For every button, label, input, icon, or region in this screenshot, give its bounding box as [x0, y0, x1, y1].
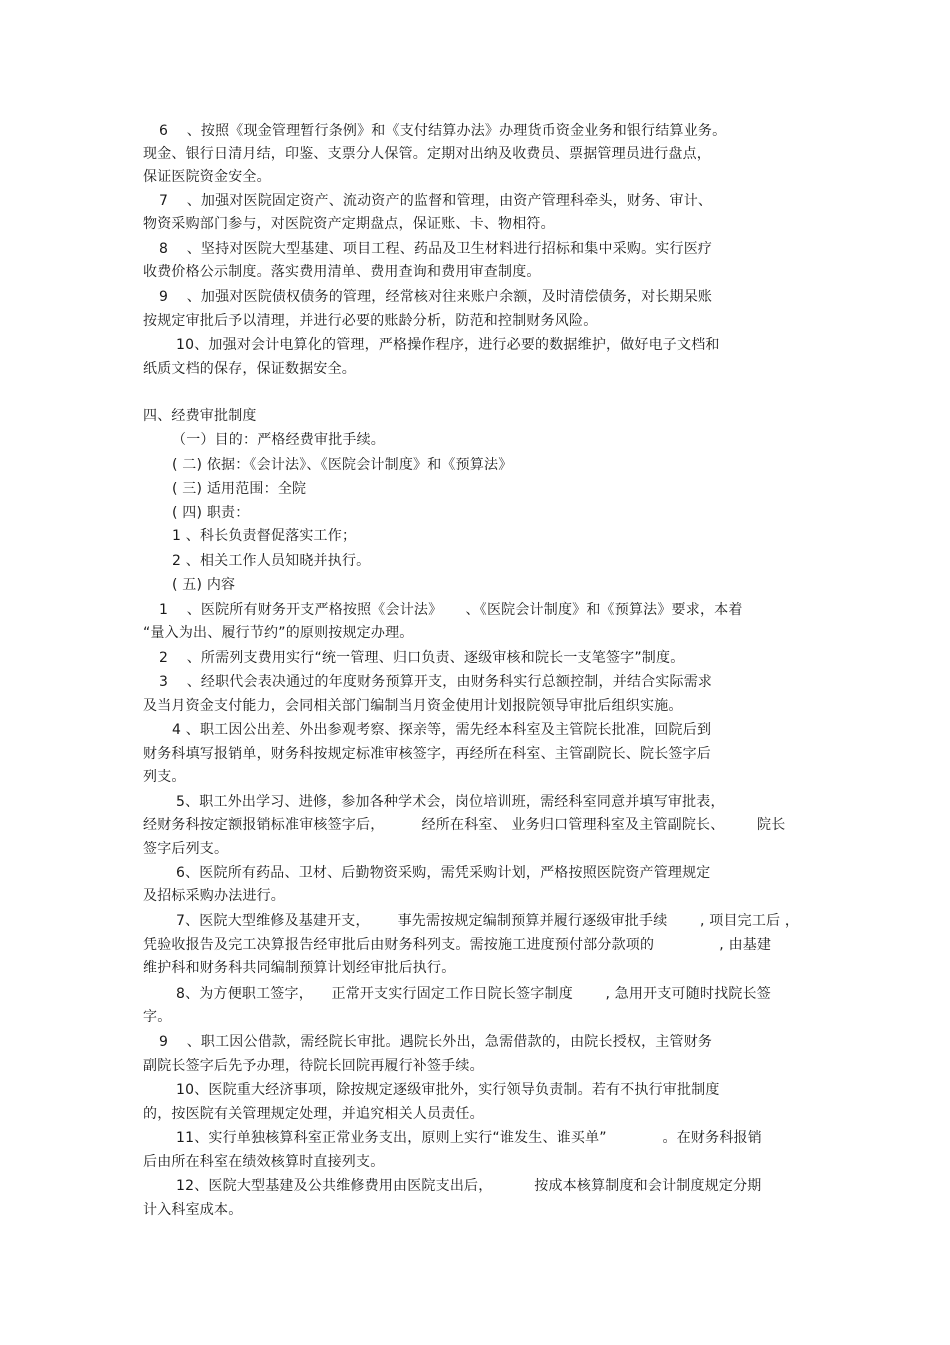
text-line: 2 、所需列支费用实行“统一管理、归口负责、逐级审核和院长一支笔签字”制度。 [159, 650, 685, 666]
text-line: 计入科室成本。 [143, 1202, 243, 1218]
text-line: 12、医院大型基建及公共维修费用由医院支出后， 按成本核算制度和会计制度规定分期 [176, 1178, 762, 1194]
text-line: 凭验收报告及完工决算报告经审批后由财务科列支。需按施工进度预付部分款项的 , 由基建 [143, 937, 772, 953]
text-line: 9 、加强对医院债权债务的管理，经常核对往来账户余额，及时清偿债务，对长期呆账 [159, 289, 713, 305]
text-line: 财务科填写报销单，财务科按规定标准审核签字，再经所在科室、主管副院长、院长签字后 [143, 746, 711, 762]
text-line: 维护科和财务科共同编制预算计划经审批后执行。 [143, 960, 456, 976]
text-line: “量入为出、履行节约”的原则按规定办理。 [143, 625, 414, 641]
text-line: 1 、科长负责督促落实工作； [172, 528, 357, 544]
text-line: 8 、坚持对医院大型基建、项目工程、药品及卫生材料进行招标和集中采购。实行医疗 [159, 241, 713, 257]
text-line: 5、职工外出学习、进修，参加各种学术会，岗位培训班，需经科室同意并填写审批表， [176, 794, 725, 810]
text-line: ( 五) 内容 [172, 577, 236, 593]
text-line: 1 、医院所有财务开支严格按照《会计法》 、《医院会计制度》和《预算法》要求，本着 [159, 602, 743, 618]
text-line: 4 、职工因公出差、外出参观考察、探亲等，需先经本科室及主管院长批准，回院后到 [172, 722, 712, 738]
text-line: 字。 [143, 1009, 172, 1025]
text-line: 现金、银行日清月结，印鉴、支票分人保管。定期对出纳及收费员、票据管理员进行盘点， [143, 146, 711, 162]
text-line: 保证医院资金安全。 [143, 169, 271, 185]
text-line: ( 二) 依据：《会计法》、《医院会计制度》和《预算法》 [172, 457, 513, 473]
text-line: 列支。 [143, 769, 186, 785]
text-line: 收费价格公示制度。落实费用清单、费用查询和费用审查制度。 [143, 264, 541, 280]
text-line: 11、实行单独核算科室正常业务支出，原则上实行“谁发生、谁买单” 。在财务科报销 [176, 1130, 762, 1146]
text-line: （一）目的：严格经费审批手续。 [172, 432, 385, 448]
text-line: 10、加强对会计电算化的管理，严格操作程序，进行必要的数据维护，做好电子文档和 [176, 337, 720, 353]
section-heading: 四、经费审批制度 [143, 408, 257, 424]
text-line: ( 三) 适用范围：全院 [172, 481, 307, 497]
text-line: 后由所在科室在绩效核算时直接列支。 [143, 1154, 385, 1170]
text-line: 6、医院所有药品、卫材、后勤物资采购，需凭采购计划，严格按照医院资产管理规定 [176, 865, 711, 881]
text-line: 签字后列支。 [143, 841, 229, 857]
text-line: 经财务科按定额报销标准审核签字后， 经所在科室、 业务归口管理科室及主管副院长、 院长 [143, 817, 786, 833]
text-line: 7、医院大型维修及基建开支， 事先需按规定编制预算并履行逐级审批手续 , 项目完工后 ， [176, 913, 800, 929]
text-line: 按规定审批后予以清理，并进行必要的账龄分析，防范和控制财务风险。 [143, 313, 598, 329]
text-line: 7 、加强对医院固定资产、流动资产的监督和管理，由资产管理科牵头，财务、审计、 [159, 193, 713, 209]
text-line: ( 四) 职责： [172, 505, 250, 521]
text-line: 9 、职工因公借款，需经院长审批。遇院长外出，急需借款的，由院长授权，主管财务 [159, 1034, 713, 1050]
text-line: 物资采购部门参与，对医院资产定期盘点，保证账、卡、物相符。 [143, 216, 555, 232]
text-line: 及招标采购办法进行。 [143, 888, 285, 904]
text-line: 3 、经职代会表决通过的年度财务预算开支，由财务科实行总额控制，并结合实际需求 [159, 674, 713, 690]
text-line: 10、医院重大经济事项，除按规定逐级审批外，实行领导负责制。若有不执行审批制度 [176, 1082, 720, 1098]
text-line: 的，按医院有关管理规定处理，并追究相关人员责任。 [143, 1106, 484, 1122]
text-line: 纸质文档的保存，保证数据安全。 [143, 361, 356, 377]
text-line: 及当月资金支付能力，会同相关部门编制当月资金使用计划报院领导审批后组织实施。 [143, 698, 683, 714]
text-line: 8、为方便职工签字， 正常开支实行固定工作日院长签字制度 , 急用开支可随时找院长签 [176, 986, 771, 1002]
text-line: 6 、按照《现金管理暂行条例》和《支付结算办法》办理货币资金业务和银行结算业务。 [159, 123, 727, 139]
text-line: 副院长签字后先予办理，待院长回院再履行补签手续。 [143, 1058, 484, 1074]
text-line: 2 、相关工作人员知晓并执行。 [172, 553, 371, 569]
